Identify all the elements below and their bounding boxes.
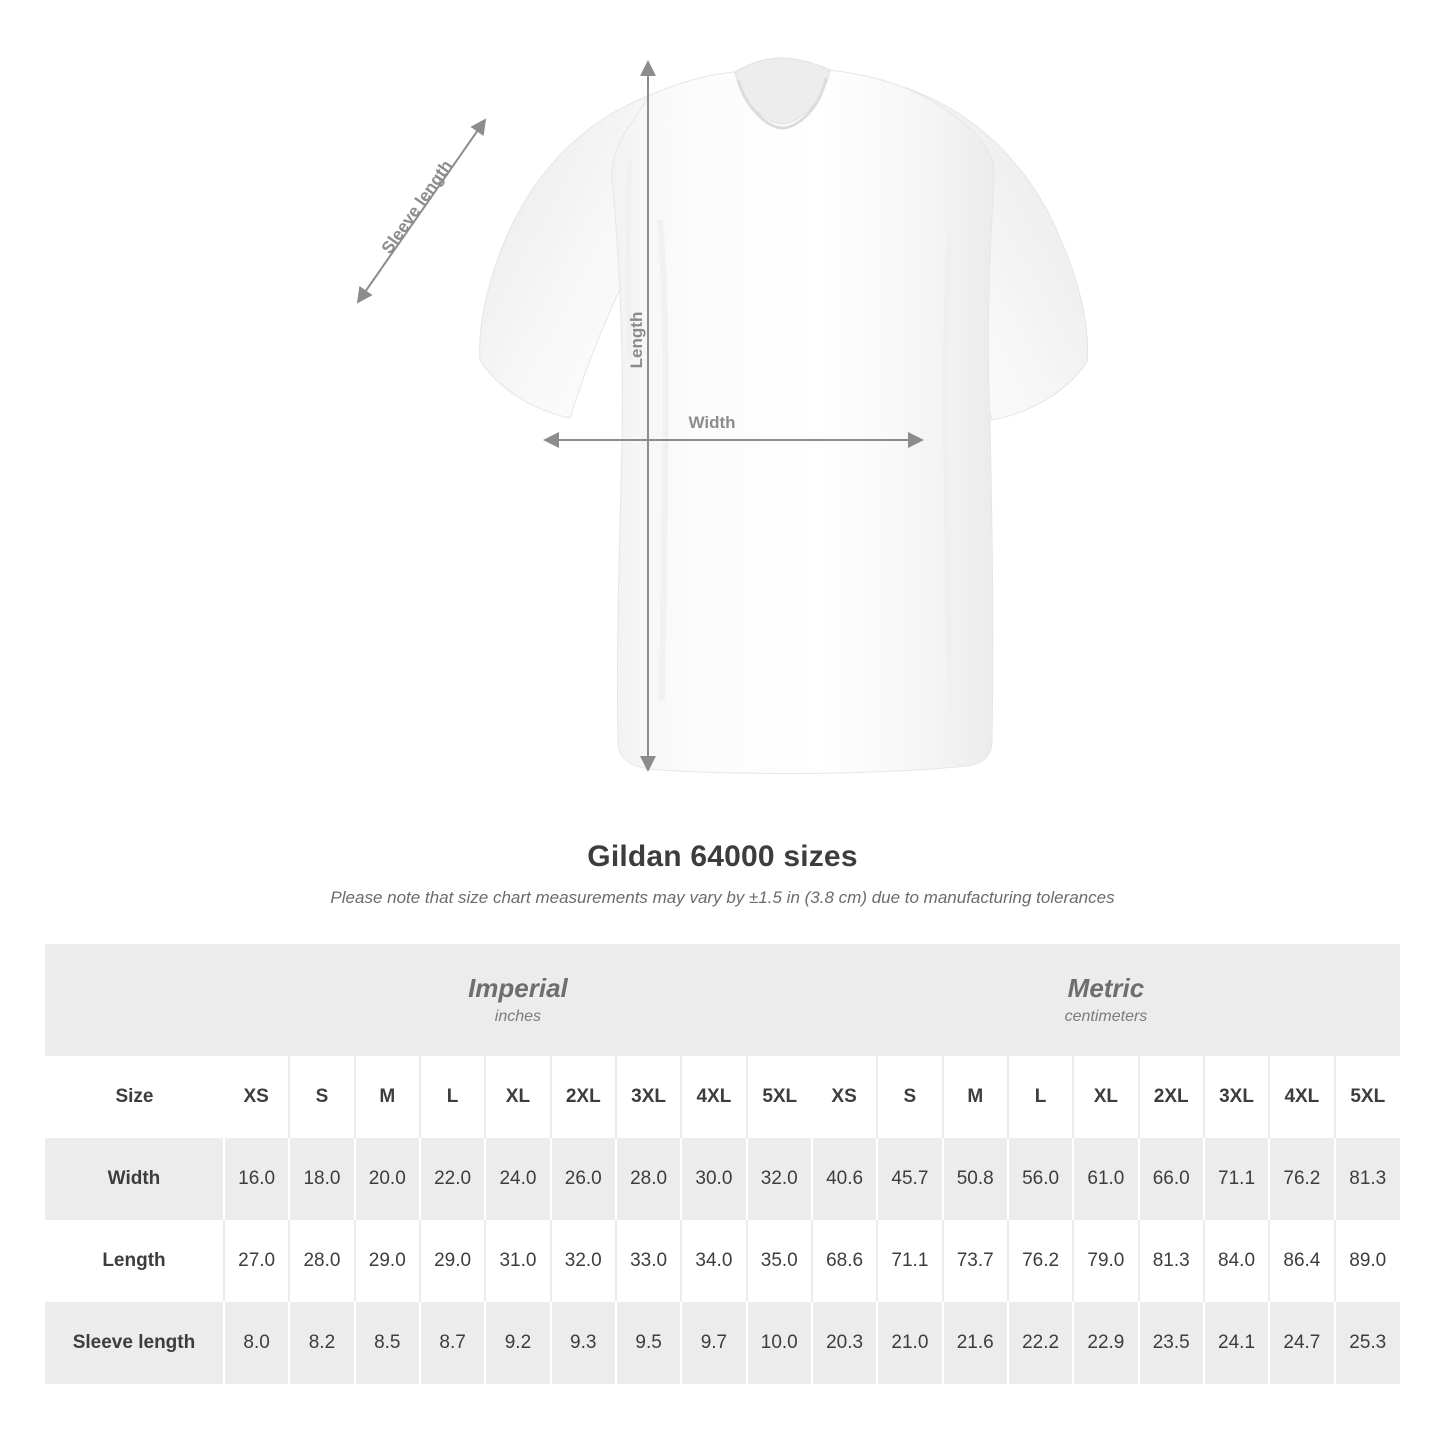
header-size-metric-l: L	[1008, 1056, 1073, 1138]
cell-length-imperial-5xl: 35.0	[747, 1220, 812, 1302]
cell-sleeve-imperial-5xl: 10.0	[747, 1302, 812, 1384]
cell-length-metric-xl: 79.0	[1073, 1220, 1138, 1302]
cell-sleeve-imperial-s: 8.2	[289, 1302, 354, 1384]
table-row	[45, 1220, 1400, 1302]
cell-sleeve-imperial-xs: 8.0	[224, 1302, 289, 1384]
cell-length-imperial-m: 29.0	[355, 1220, 420, 1302]
header-size-imperial-2xl: 2XL	[551, 1056, 616, 1138]
cell-sleeve-imperial-xl: 9.2	[485, 1302, 550, 1384]
cell-width-imperial-l: 22.0	[420, 1138, 485, 1220]
size-table-wrapper	[45, 944, 1400, 1384]
cell-sleeve-imperial-l: 8.7	[420, 1302, 485, 1384]
cell-width-metric-m: 50.8	[943, 1138, 1008, 1220]
table-row	[45, 1138, 1400, 1220]
cell-length-imperial-xl: 31.0	[485, 1220, 550, 1302]
title-block	[0, 840, 1445, 908]
unit-metric-cell	[812, 944, 1400, 1056]
cell-length-imperial-xs: 27.0	[224, 1220, 289, 1302]
cell-sleeve-imperial-2xl: 9.3	[551, 1302, 616, 1384]
cell-width-metric-2xl: 66.0	[1139, 1138, 1204, 1220]
cell-sleeve-metric-m: 21.6	[943, 1302, 1008, 1384]
unit-metric-sub: centimeters	[1064, 1008, 1148, 1026]
cell-sleeve-metric-l: 22.2	[1008, 1302, 1073, 1384]
header-size-imperial-5xl: 5XL	[747, 1056, 812, 1138]
cell-sleeve-imperial-4xl: 9.7	[681, 1302, 746, 1384]
unit-spacer-cell	[45, 944, 224, 1056]
cell-width-imperial-s: 18.0	[289, 1138, 354, 1220]
cell-sleeve-imperial-m: 8.5	[355, 1302, 420, 1384]
cell-width-metric-xl: 61.0	[1073, 1138, 1138, 1220]
header-size-imperial-xl: XL	[485, 1056, 550, 1138]
cell-width-metric-l: 56.0	[1008, 1138, 1073, 1220]
row-label-width: Width	[45, 1138, 224, 1220]
cell-length-metric-m: 73.7	[943, 1220, 1008, 1302]
cell-width-metric-s: 45.7	[877, 1138, 942, 1220]
header-size-imperial-xs: XS	[224, 1056, 289, 1138]
header-size-imperial-l: L	[420, 1056, 485, 1138]
size-table	[45, 944, 1400, 1384]
cell-sleeve-metric-s: 21.0	[877, 1302, 942, 1384]
header-size-imperial-s: S	[289, 1056, 354, 1138]
cell-length-metric-4xl: 86.4	[1269, 1220, 1334, 1302]
header-size-imperial-m: M	[355, 1056, 420, 1138]
cell-width-metric-5xl: 81.3	[1335, 1138, 1400, 1220]
cell-width-imperial-5xl: 32.0	[747, 1138, 812, 1220]
row-label-sleeve-length: Sleeve length	[45, 1302, 224, 1384]
table-row	[45, 1302, 1400, 1384]
sleeve-length-dimension	[358, 120, 485, 302]
header-size-metric-xs: XS	[812, 1056, 877, 1138]
header-size-imperial-3xl: 3XL	[616, 1056, 681, 1138]
cell-length-metric-3xl: 84.0	[1204, 1220, 1269, 1302]
cell-width-imperial-4xl: 30.0	[681, 1138, 746, 1220]
unit-metric-name: Metric	[1067, 972, 1145, 1003]
cell-width-imperial-m: 20.0	[355, 1138, 420, 1220]
tshirt-shape	[480, 58, 1088, 773]
header-size-metric-s: S	[877, 1056, 942, 1138]
unit-imperial-sub: inches	[494, 1008, 542, 1026]
header-size-metric-3xl: 3XL	[1204, 1056, 1269, 1138]
header-size-metric-2xl: 2XL	[1139, 1056, 1204, 1138]
width-label: Width	[688, 413, 736, 432]
header-size-metric-5xl: 5XL	[1335, 1056, 1400, 1138]
cell-width-imperial-3xl: 28.0	[616, 1138, 681, 1220]
cell-width-imperial-xl: 24.0	[485, 1138, 550, 1220]
tolerance-note: Please note that size chart measurements may vary by ±1.5 in (3.8 cm) due to manufacturing tolerances	[330, 888, 1115, 907]
row-label-length: Length	[45, 1220, 224, 1302]
page-title: Gildan 64000 sizes	[587, 840, 858, 873]
cell-sleeve-metric-2xl: 23.5	[1139, 1302, 1204, 1384]
unit-header-row	[45, 944, 1400, 1056]
cell-width-metric-3xl: 71.1	[1204, 1138, 1269, 1220]
cell-width-imperial-xs: 16.0	[224, 1138, 289, 1220]
length-label: Length	[627, 311, 646, 369]
cell-width-metric-4xl: 76.2	[1269, 1138, 1334, 1220]
cell-sleeve-metric-3xl: 24.1	[1204, 1302, 1269, 1384]
cell-width-metric-xs: 40.6	[812, 1138, 877, 1220]
cell-sleeve-metric-4xl: 24.7	[1269, 1302, 1334, 1384]
cell-length-metric-l: 76.2	[1008, 1220, 1073, 1302]
unit-imperial-name: Imperial	[468, 972, 568, 1003]
cell-sleeve-metric-xl: 22.9	[1073, 1302, 1138, 1384]
header-size-metric-m: M	[943, 1056, 1008, 1138]
cell-length-metric-xs: 68.6	[812, 1220, 877, 1302]
cell-length-metric-2xl: 81.3	[1139, 1220, 1204, 1302]
header-size-imperial-4xl: 4XL	[681, 1056, 746, 1138]
cell-length-metric-s: 71.1	[877, 1220, 942, 1302]
sleeve-length-label: Sleeve length	[377, 156, 457, 258]
cell-sleeve-imperial-3xl: 9.5	[616, 1302, 681, 1384]
cell-sleeve-metric-5xl: 25.3	[1335, 1302, 1400, 1384]
header-size-label: Size	[45, 1056, 224, 1138]
header-size-metric-4xl: 4XL	[1269, 1056, 1334, 1138]
cell-length-metric-5xl: 89.0	[1335, 1220, 1400, 1302]
cell-sleeve-metric-xs: 20.3	[812, 1302, 877, 1384]
cell-length-imperial-l: 29.0	[420, 1220, 485, 1302]
unit-imperial-cell	[224, 944, 812, 1056]
cell-length-imperial-4xl: 34.0	[681, 1220, 746, 1302]
cell-width-imperial-2xl: 26.0	[551, 1138, 616, 1220]
header-size-metric-xl: XL	[1073, 1056, 1138, 1138]
cell-length-imperial-3xl: 33.0	[616, 1220, 681, 1302]
size-header-row	[45, 1056, 1400, 1138]
cell-length-imperial-s: 28.0	[289, 1220, 354, 1302]
tshirt-diagram-svg	[330, 40, 1120, 800]
cell-length-imperial-2xl: 32.0	[551, 1220, 616, 1302]
